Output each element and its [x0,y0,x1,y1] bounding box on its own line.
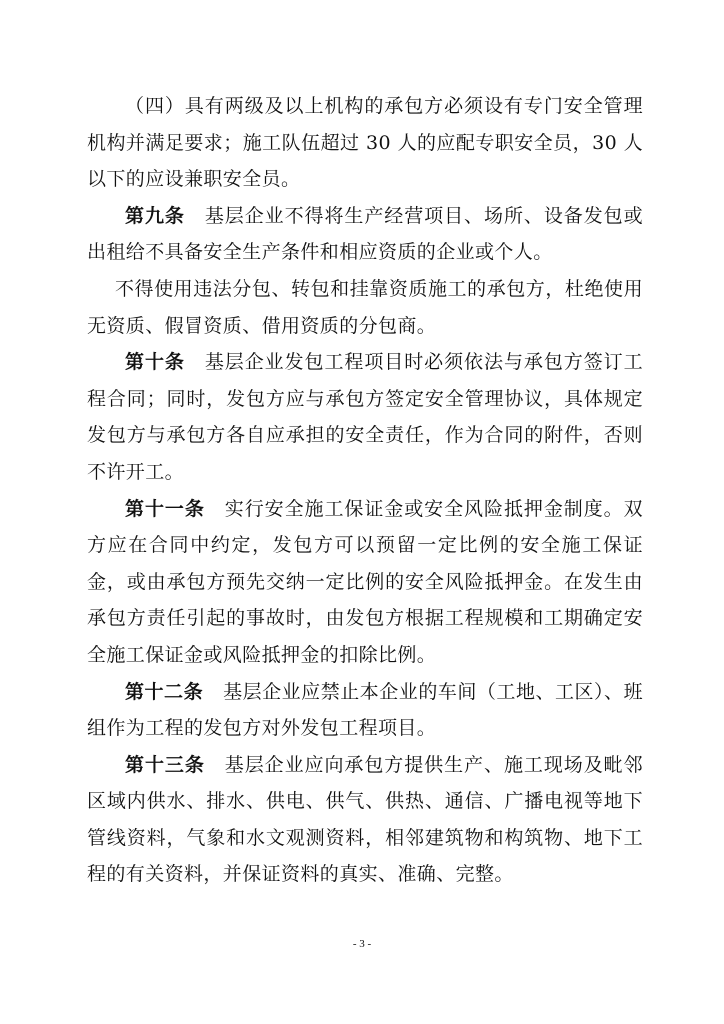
article-9-paragraph [87,198,643,271]
article-11-paragraph [87,491,643,674]
article-11-text: 实行安全施工保证金或安全风险抵押金制度。双方应在合同中约定，发包方可以预留一定比例的安全施工保证金，或由承包方预先交纳一定比例的安全风险抵押金。在发生由承包方责任引起的事故时，由发包方根据工程规模和工期确定安全施工保证金或风险抵押金的扣除比例。 [87,497,643,666]
article-12-title: 第十二条 [125,680,204,703]
page-number: - 3 - [352,938,372,950]
article-12-text: 基层企业应禁止本企业的车间（工地、工区）、班组作为工程的发包方对外发包工程项目。 [87,680,643,740]
clause-4-paragraph [87,88,643,198]
article-13-text: 基层企业应向承包方提供生产、施工现场及毗邻区域内供水、排水、供电、供气、供热、通信、广播电视等地下管线资料，气象和水文观测资料，相邻建筑物和构筑物、地下工程的有关资料，并保证资料的真实、准确、完整。 [87,753,643,886]
article-12-paragraph [87,674,643,747]
document-page [87,88,643,893]
article-10-text: 基层企业发包工程项目时必须依法与承包方签订工程合同；同时，发包方应与承包方签定安全管理协议，具体规定发包方与承包方各自应承担的安全责任，作为合同的附件，否则不许开工。 [87,351,643,483]
article-10-paragraph [87,344,643,490]
clause-4-text: （四）具有两级及以上机构的承包方必须设有专门安全管理机构并满足要求；施工队伍超过 30 人的应配专职安全员，30 人以下的应设兼职安全员。 [87,95,643,191]
article-11-title: 第十一条 [125,497,205,520]
article-9-title: 第九条 [125,204,185,227]
article-13-title: 第十三条 [125,753,205,776]
article-9-second-paragraph [87,271,643,344]
article-10-title: 第十条 [125,351,185,374]
article-9-second-text: 不得使用违法分包、转包和挂靠资质施工的承包方，杜绝使用无资质、假冒资质、借用资质的分包商。 [87,277,643,337]
article-9-text: 基层企业不得将生产经营项目、场所、设备发包或出租给不具备安全生产条件和相应资质的企业或个人。 [87,204,643,264]
article-13-paragraph [87,747,643,893]
